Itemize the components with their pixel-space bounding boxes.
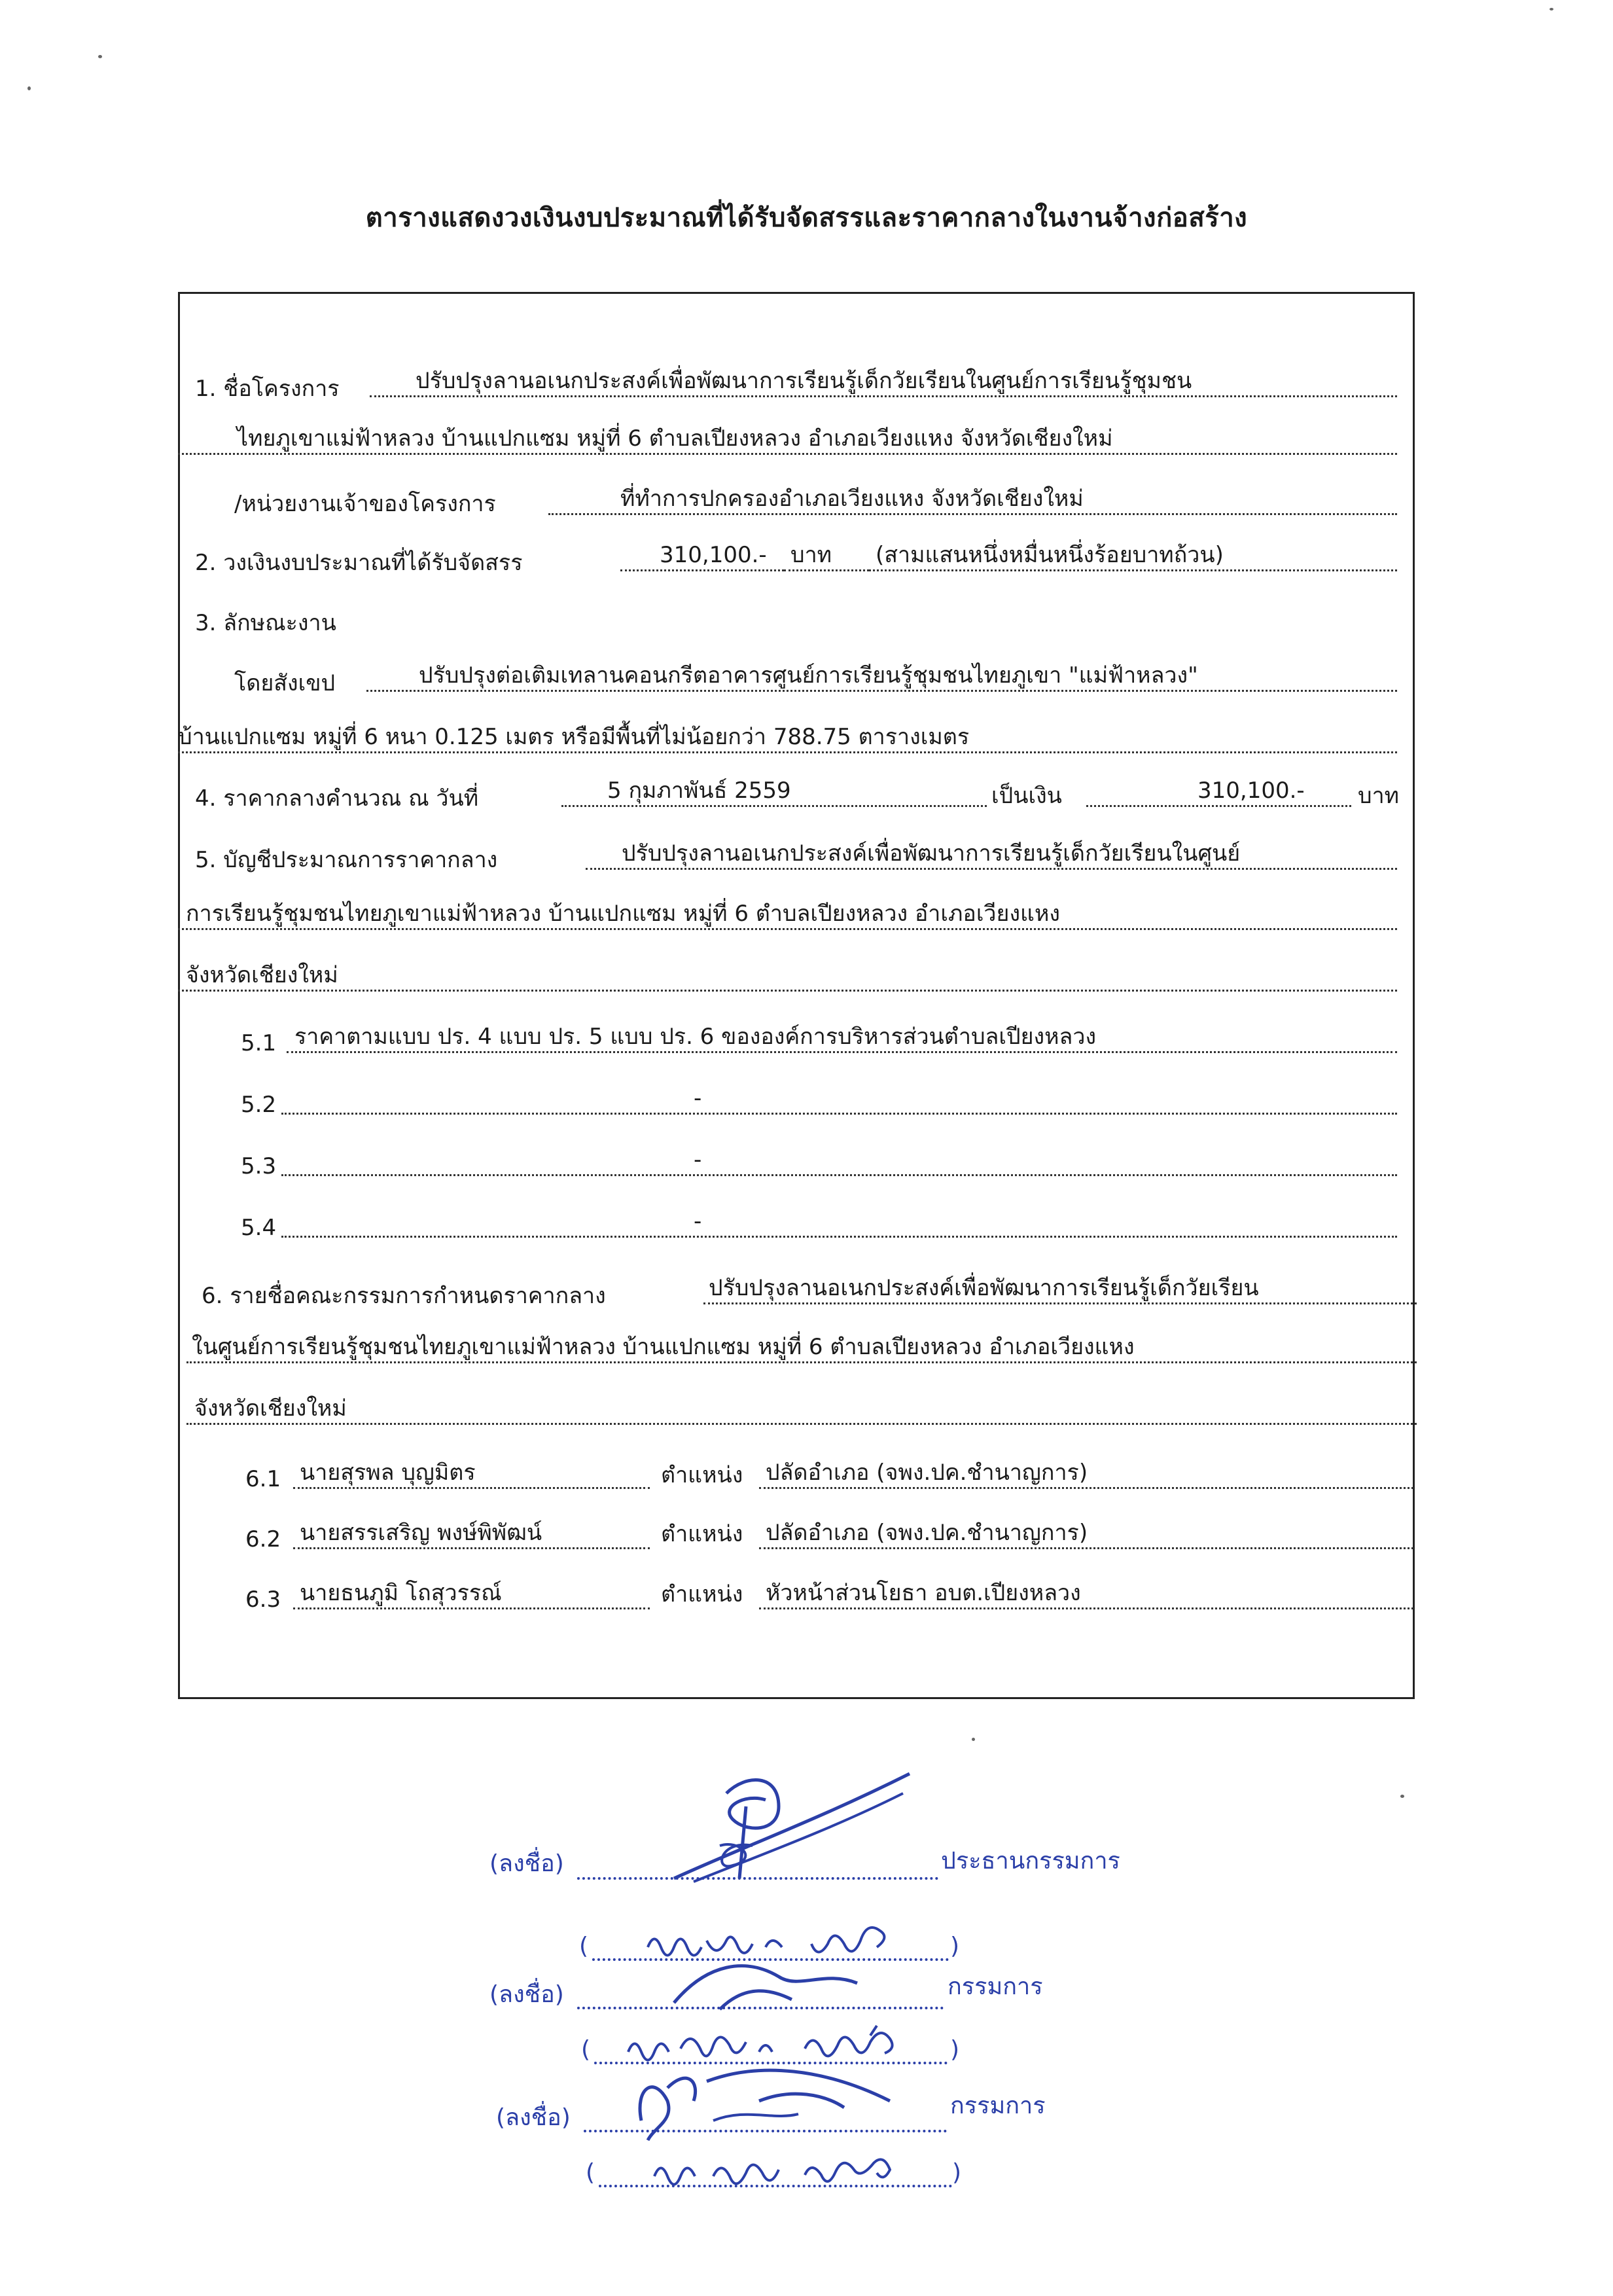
section3-label: 3. ลักษณะงาน bbox=[195, 610, 336, 636]
section4-amount: 310,100.- bbox=[1086, 776, 1351, 807]
section5-item-number: 5.2 bbox=[241, 1092, 277, 1118]
scan-speck bbox=[98, 55, 102, 58]
committee-handwritten-name bbox=[648, 2150, 949, 2196]
scan-speck bbox=[1550, 8, 1553, 10]
name-open-paren: ( bbox=[581, 2036, 591, 2063]
section2-label: 2. วงเงินงบประมาณที่ได้รับจัดสรร bbox=[195, 550, 523, 576]
section5-line1: ปรับปรุงลานอเนกประสงค์เพื่อพัฒนาการเรียนรู้เด็กวัยเรียนในศูนย์ bbox=[586, 839, 1397, 870]
section2-unit: บาท bbox=[784, 541, 869, 571]
committee-signature bbox=[667, 1957, 883, 2016]
committee-member-name: นายสรรเสริญ พงษ์พิพัฒน์ bbox=[293, 1518, 650, 1549]
section5-item-text: - bbox=[281, 1084, 1397, 1115]
name-close-paren: ) bbox=[950, 1933, 960, 1960]
committee-member-name: นายสุรพล บุญมิตร bbox=[293, 1458, 650, 1489]
signature-label: (ลงชื่อ) bbox=[489, 1981, 564, 2008]
section1-project-name-line1: ปรับปรุงลานอเนกประสงค์เพื่อพัฒนาการเรียนรู้เด็กวัยเรียนในศูนย์การเรียนรู้ชุมชน bbox=[370, 367, 1397, 397]
committee-member-number: 6.1 bbox=[245, 1466, 281, 1492]
section2-amount: 310,100.- bbox=[620, 541, 784, 571]
scan-speck bbox=[972, 1738, 975, 1741]
scan-speck bbox=[27, 86, 31, 90]
section3-summary-line1: ปรับปรุงต่อเติมเทลานคอนกรีตอาคารศูนย์การเรียนรู้ชุมชนไทยภูเขา "แม่ฟ้าหลวง" bbox=[366, 661, 1397, 692]
committee-member-name: นายธนภูมิ โถสุวรรณ์ bbox=[293, 1579, 650, 1609]
section6-line2: ในศูนย์การเรียนรู้ชุมชนไทยภูเขาแม่ฟ้าหลวง บ้านแปกแซม หมู่ที่ 6 ตำบลเปียงหลวง อำเภอเวียงแหง bbox=[186, 1333, 1417, 1363]
scan-speck bbox=[1400, 1795, 1404, 1798]
section5-item-number: 5.3 bbox=[241, 1153, 277, 1179]
signature-label: (ลงชื่อ) bbox=[489, 1850, 564, 1877]
name-close-paren: ) bbox=[952, 2159, 962, 2186]
signature-role: ประธานกรรมการ bbox=[941, 1848, 1120, 1874]
signature-role: กรรมการ bbox=[950, 2092, 1046, 2119]
name-open-paren: ( bbox=[586, 2159, 595, 2186]
section5-item-text: ราคาตามแบบ ปร. 4 แบบ ปร. 5 แบบ ปร. 6 ขององค์การบริหารส่วนตำบลเปียงหลวง bbox=[287, 1022, 1397, 1053]
signature-role: กรรมการ bbox=[948, 1973, 1043, 2000]
section4-unit: บาท bbox=[1358, 783, 1400, 809]
section5-label: 5. บัญชีประมาณการราคากลาง bbox=[195, 847, 498, 873]
section4-label: 4. ราคากลางคำนวณ ณ วันที่ bbox=[195, 785, 479, 812]
committee-position-label: ตำแหน่ง bbox=[661, 1581, 743, 1607]
document-title: ตารางแสดงวงเงินงบประมาณที่ได้รับจัดสรรและราคากลางในงานจ้างก่อสร้าง bbox=[365, 203, 1248, 233]
committee-member-number: 6.2 bbox=[245, 1526, 281, 1552]
committee-position-label: ตำแหน่ง bbox=[661, 1462, 743, 1488]
section6-line3: จังหวัดเชียงใหม่ bbox=[186, 1394, 1417, 1425]
section4-amount-label: เป็นเงิน bbox=[991, 783, 1062, 809]
section5-item-text: - bbox=[281, 1207, 1397, 1238]
chairman-signature bbox=[648, 1767, 936, 1898]
section1-owner-value: ที่ทำการปกครองอำเภอเวียงแหง จังหวัดเชียงใหม่ bbox=[548, 484, 1397, 515]
committee-signature bbox=[628, 2062, 916, 2153]
section5-line3: จังหวัดเชียงใหม่ bbox=[178, 961, 1397, 992]
section6-line1: ปรับปรุงลานอเนกประสงค์เพื่อพัฒนาการเรียนรู้เด็กวัยเรียน bbox=[703, 1274, 1417, 1304]
section5-item-number: 5.4 bbox=[241, 1215, 277, 1241]
section1-owner-label: /หน่วยงานเจ้าของโครงการ bbox=[234, 491, 496, 517]
section5-line2: การเรียนรู้ชุมชนไทยภูเขาแม่ฟ้าหลวง บ้านแปกแซม หมู่ที่ 6 ตำบลเปียงหลวง อำเภอเวียงแหง bbox=[178, 899, 1397, 930]
name-open-paren: ( bbox=[579, 1933, 589, 1960]
committee-member-position: ปลัดอำเภอ (จพง.ปค.ชำนาญการ) bbox=[759, 1518, 1413, 1549]
committee-position-label: ตำแหน่ง bbox=[661, 1521, 743, 1547]
committee-member-position: ปลัดอำเภอ (จพง.ปค.ชำนาญการ) bbox=[759, 1458, 1413, 1489]
name-close-paren: ) bbox=[950, 2036, 960, 2063]
committee-member-number: 6.3 bbox=[245, 1587, 281, 1613]
section1-label: 1. ชื่อโครงการ bbox=[195, 376, 340, 402]
section6-label: 6. รายชื่อคณะกรรมการกำหนดราคากลาง bbox=[202, 1283, 606, 1309]
section2-amount-text: (สามแสนหนึ่งหมื่นหนึ่งร้อยบาทถ้วน) bbox=[869, 541, 1397, 571]
section1-project-name-line2: ไทยภูเขาแม่ฟ้าหลวง บ้านแปกแซม หมู่ที่ 6 ตำบลเปียงหลวง อำเภอเวียงแหง จังหวัดเชียงใหม่ bbox=[178, 424, 1397, 455]
section5-item-text: - bbox=[281, 1145, 1397, 1176]
committee-member-position: หัวหน้าส่วนโยธา อบต.เปียงหลวง bbox=[759, 1579, 1413, 1609]
section4-date: 5 กุมภาพันธ์ 2559 bbox=[561, 776, 987, 807]
signature-label: (ลงชื่อ) bbox=[496, 2104, 571, 2131]
section3-summary-label: โดยสังเขป bbox=[234, 670, 336, 696]
section5-item-number: 5.1 bbox=[241, 1030, 277, 1056]
section3-summary-line2: บ้านแปกแซม หมู่ที่ 6 หนา 0.125 เมตร หรือมีพื้นที่ไม่น้อยกว่า 788.75 ตารางเมตร bbox=[178, 723, 1397, 753]
